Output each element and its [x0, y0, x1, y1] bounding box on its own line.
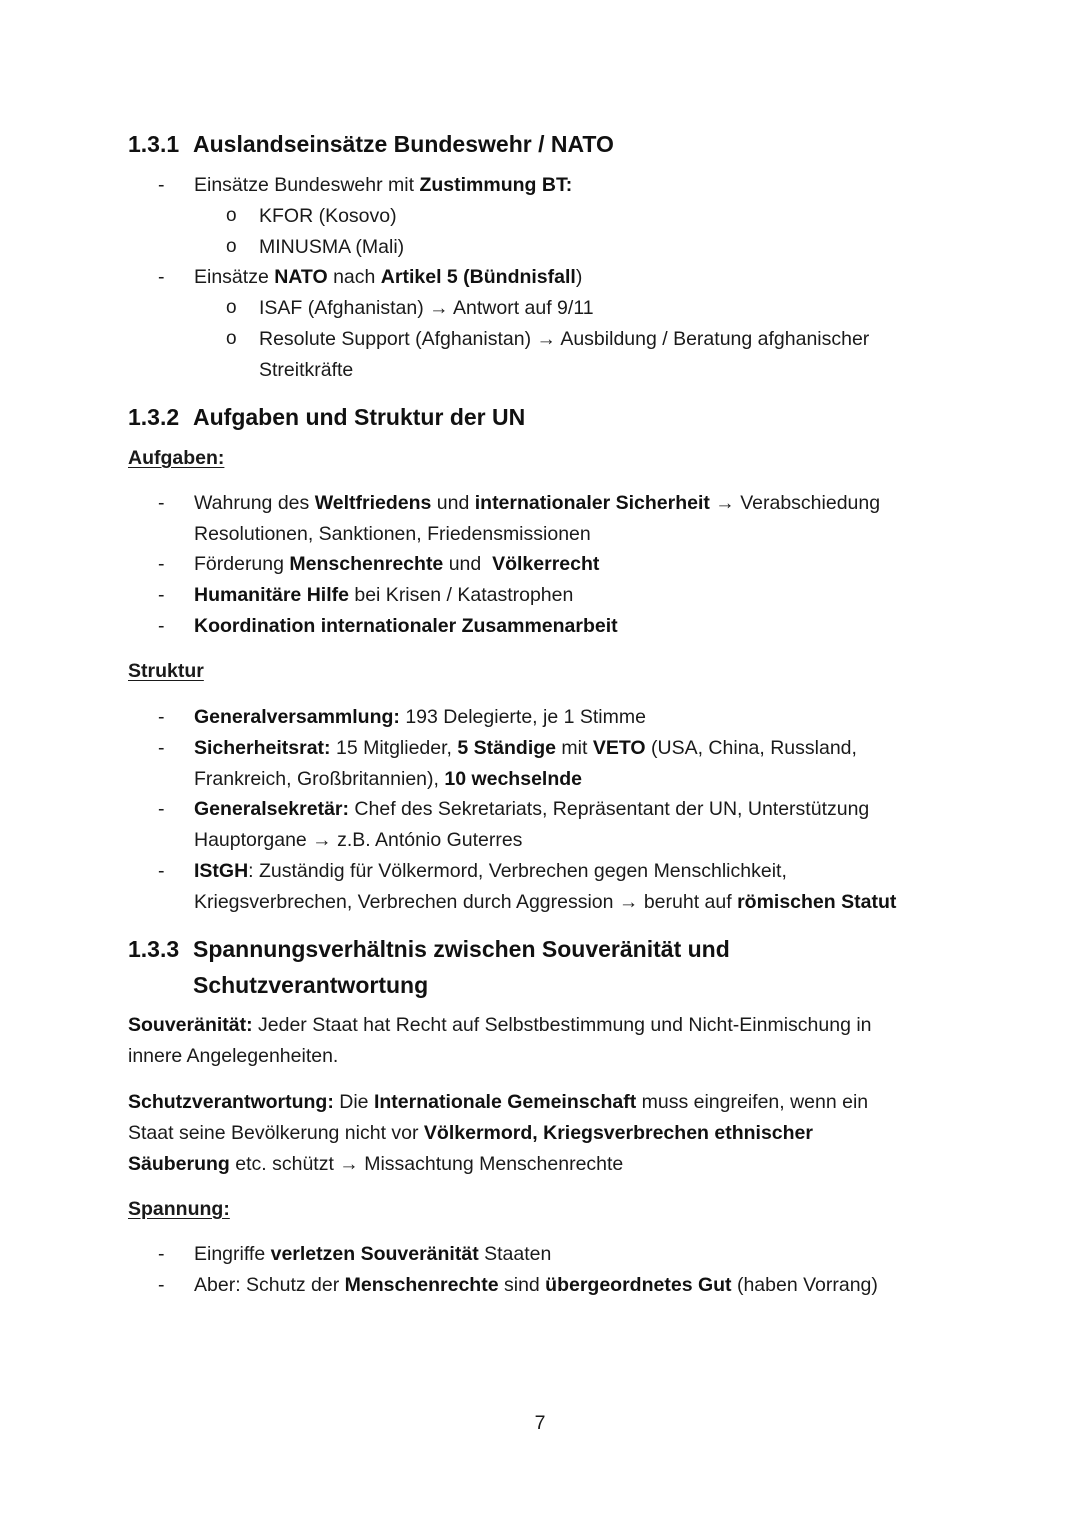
heading-title-continuation: Schutzverantwortung	[193, 972, 429, 998]
paragraph: Schutzverantwortung: Die Internationale Gemeinschaft muss eingreifen, wenn ein	[128, 1091, 869, 1113]
paragraph-continuation: innere Angelegenheiten.	[128, 1045, 339, 1067]
dash-bullet: -	[158, 584, 165, 606]
struktur-label: Struktur	[128, 660, 204, 682]
list-item-continuation: Hauptorgane → z.B. António Guterres	[194, 829, 523, 851]
aufgaben-label: Aufgaben:	[128, 447, 225, 469]
dash-bullet: -	[158, 1274, 165, 1296]
dash-bullet: -	[158, 737, 165, 759]
sub-list-item: KFOR (Kosovo)	[259, 205, 397, 227]
sub-list-item-continuation: Streitkräfte	[259, 359, 354, 381]
paragraph-continuation: Staat seine Bevölkerung nicht vor Völkermord, Kriegsverbrechen ethnischer	[128, 1122, 813, 1144]
heading-number: 1.3.1	[128, 131, 180, 157]
list-item-continuation: Resolutionen, Sanktionen, Friedensmissionen	[194, 523, 591, 545]
spannung-label: Spannung:	[128, 1198, 230, 1220]
circle-bullet: o	[226, 297, 237, 318]
heading-1-3-1	[128, 126, 614, 162]
heading-title: Aufgaben und Struktur der UN	[193, 404, 526, 430]
list-item: Einsätze Bundeswehr mit Zustimmung BT:	[194, 174, 573, 196]
dash-bullet: -	[158, 174, 165, 196]
list-item: Generalversammlung: 193 Delegierte, je 1 Stimme	[194, 706, 646, 728]
dash-bullet: -	[158, 798, 165, 820]
list-item: Aber: Schutz der Menschenrechte sind übergeordnetes Gut (haben Vorrang)	[194, 1274, 878, 1296]
dash-bullet: -	[158, 1243, 165, 1265]
circle-bullet: o	[226, 205, 237, 226]
sub-list-item: Resolute Support (Afghanistan) → Ausbildung / Beratung afghanischer	[259, 328, 870, 350]
heading-1-3-3	[128, 931, 730, 1003]
sub-list-item: MINUSMA (Mali)	[259, 236, 405, 258]
list-item: Eingriffe verletzen Souveränität Staaten	[194, 1243, 552, 1265]
dash-bullet: -	[158, 615, 165, 637]
heading-title: Spannungsverhältnis zwischen Souveränität und	[193, 936, 730, 962]
list-item-continuation: Kriegsverbrechen, Verbrechen durch Aggression → beruht auf römischen Statut	[194, 891, 897, 913]
list-item-continuation: Frankreich, Großbritannien), 10 wechselnde	[194, 768, 582, 790]
paragraph-continuation: Säuberung etc. schützt → Missachtung Menschenrechte	[128, 1153, 624, 1175]
sub-list-item: ISAF (Afghanistan) → Antwort auf 9/11	[259, 297, 594, 319]
page-number: 7	[534, 1412, 546, 1434]
paragraph: Souveränität: Jeder Staat hat Recht auf Selbstbestimmung und Nicht-Einmischung in	[128, 1014, 872, 1036]
dash-bullet: -	[158, 860, 165, 882]
heading-1-3-2	[128, 399, 525, 435]
list-item: Einsätze NATO nach Artikel 5 (Bündnisfall)	[194, 266, 583, 288]
dash-bullet: -	[158, 266, 165, 288]
dash-bullet: -	[158, 492, 165, 514]
list-item: Generalsekretär: Chef des Sekretariats, Repräsentant der UN, Unterstützung	[194, 798, 870, 820]
heading-title: Auslandseinsätze Bundeswehr / NATO	[193, 131, 614, 157]
list-item: Förderung Menschenrechte und Völkerrecht	[194, 553, 600, 575]
list-item: Wahrung des Weltfriedens und internationaler Sicherheit → Verabschiedung	[194, 492, 881, 514]
circle-bullet: o	[226, 328, 237, 349]
list-item: IStGH: Zuständig für Völkermord, Verbrechen gegen Menschlichkeit,	[194, 860, 787, 882]
list-item: Humanitäre Hilfe bei Krisen / Katastrophen	[194, 584, 574, 606]
heading-number: 1.3.3	[128, 936, 180, 962]
dash-bullet: -	[158, 553, 165, 575]
list-item: Koordination internationaler Zusammenarbeit	[194, 615, 618, 637]
heading-number: 1.3.2	[128, 404, 180, 430]
circle-bullet: o	[226, 236, 237, 257]
dash-bullet: -	[158, 706, 165, 728]
list-item: Sicherheitsrat: 15 Mitglieder, 5 Ständige mit VETO (USA, China, Russland,	[194, 737, 857, 759]
